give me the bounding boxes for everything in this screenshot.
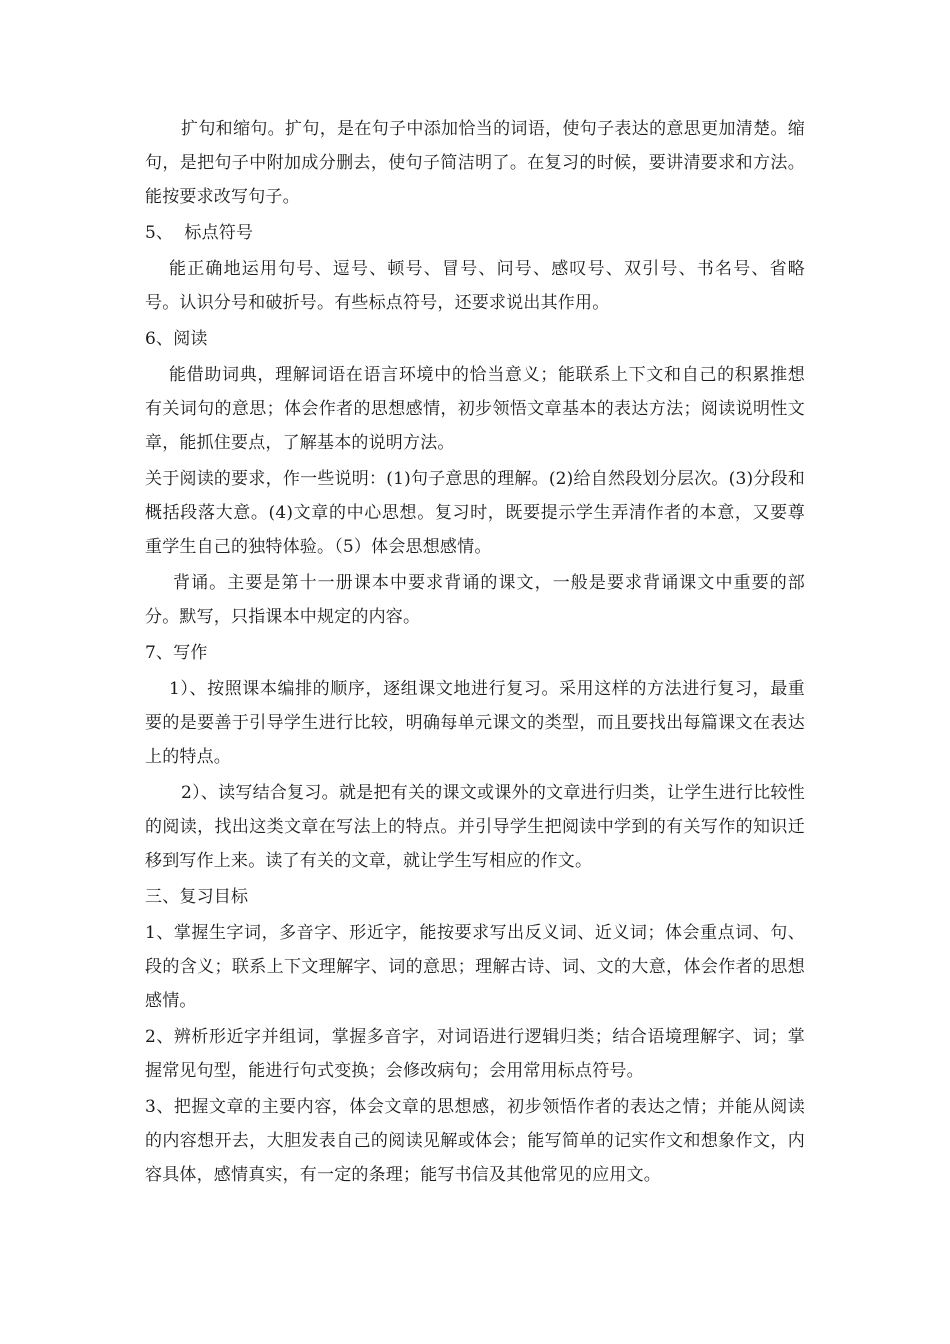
paragraph-goal-1: 1、掌握生字词，多音字、形近字，能按要求写出反义词、近义词；体会重点词、句、段的含义；联系上下文理解字、词的意思；理解古诗、词、文的大意，体会作者的思想感情。 bbox=[145, 923, 805, 1011]
paragraph-expand-shrink-sentences: 扩句和缩句。扩句，是在句子中添加恰当的词语，使句子表达的意思更加清楚。缩句，是把句子中附加成分删去，使句子简洁明了。在复习的时候，要讲清要求和方法。能按要求改写句子。 bbox=[145, 119, 805, 207]
heading-punctuation: 5、 标点符号 bbox=[145, 223, 254, 243]
heading-writing: 7、写作 bbox=[145, 643, 208, 663]
paragraph-punctuation: 能正确地运用句号、逗号、顿号、冒号、问号、感叹号、双引号、书名号、省略号。认识分号和破折号。有些标点符号，还要求说出其作用。 bbox=[145, 259, 805, 313]
paragraph-recitation: 背诵。主要是第十一册课本中要求背诵的课文，一般是要求背诵课文中重要的部分。默写，只指课本中规定的内容。 bbox=[145, 573, 805, 627]
document-page bbox=[145, 112, 805, 1194]
paragraph-reading-requirements: 关于阅读的要求，作一些说明：(1)句子意思的理解。(2)给自然段划分层次。(3)分段和概括段落大意。(4)文章的中心思想。复习时，既要提示学生弄清作者的本意，又要尊重学生自己的独特体验。（5）体会思想感情。 bbox=[145, 469, 805, 557]
paragraph-writing-method-1: 1）、按照课本编排的顺序，逐组课文地进行复习。采用这样的方法进行复习，最重要的是要善于引导学生进行比较，明确每单元课文的类型，而且要找出每篇课文在表达上的特点。 bbox=[145, 679, 805, 767]
paragraph-reading: 能借助词典，理解词语在语言环境中的恰当意义；能联系上下文和自己的积累推想有关词句的意思；体会作者的思想感情，初步领悟文章基本的表达方法；阅读说明性文章，能抓住要点，了解基本的说明方法。 bbox=[145, 365, 805, 453]
paragraph-writing-method-2: 2）、读写结合复习。就是把有关的课文或课外的文章进行归类，让学生进行比较性的阅读，找出这类文章在写法上的特点。并引导学生把阅读中学到的有关写作的知识迁移到写作上来。读了有关的文章，就让学生写相应的作文。 bbox=[145, 783, 805, 871]
paragraph-goal-3: 3、把握文章的主要内容，体会文章的思想感，初步领悟作者的表达之情；并能从阅读的内容想开去，大胆发表自己的阅读见解或体会；能写简单的记实作文和想象作文，内容具体，感情真实，有一定的条理；能写书信及其他常见的应用文。 bbox=[145, 1097, 805, 1185]
paragraph-goal-2: 2、辨析形近字并组词，掌握多音字，对词语进行逻辑归类；结合语境理解字、词；掌握常见句型，能进行句式变换；会修改病句；会用常用标点符号。 bbox=[145, 1027, 805, 1081]
heading-review-goals: 三、复习目标 bbox=[145, 887, 249, 907]
heading-reading: 6、阅读 bbox=[145, 329, 208, 349]
